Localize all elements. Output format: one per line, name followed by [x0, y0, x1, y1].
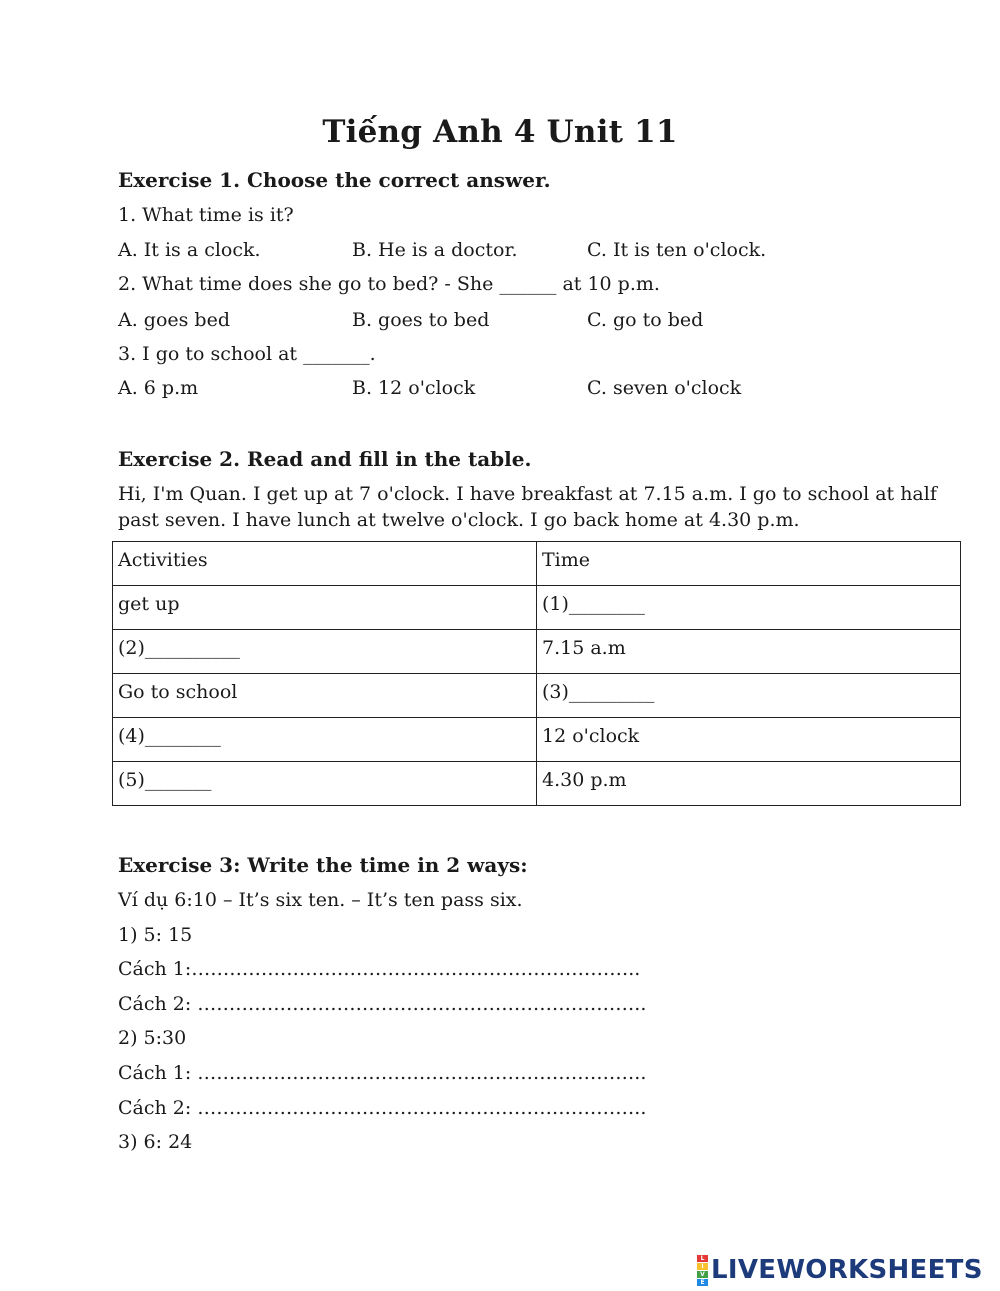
exercise1-question-2: 2. What time does she go to bed? - She ______ at 10 p.m. [118, 273, 660, 295]
time-blank-3[interactable]: (3)_________ [537, 674, 961, 718]
exercise3-item-3: 3) 6: 24 [118, 1131, 193, 1153]
exercise3-item-2: 2) 5:30 [118, 1027, 187, 1049]
logo-text: LIVEWORKSHEETS [711, 1255, 983, 1285]
table-row [113, 674, 961, 718]
time-blank-1[interactable]: (1)________ [537, 586, 961, 630]
exercise3-heading: Exercise 3: Write the time in 2 ways: [118, 853, 528, 877]
activity-cell: Go to school [113, 674, 537, 718]
exercise1-question-3: 3. I go to school at _______. [118, 343, 376, 365]
answer-line-2-way-1[interactable]: Cách 1: …………………………………………………………….. [118, 1062, 647, 1084]
table-row [113, 630, 961, 674]
liveworksheets-logo [697, 1254, 983, 1286]
exercise3-example: Ví dụ 6:10 – It’s six ten. – It’s ten pass six. [118, 889, 523, 911]
exercise2-reading-text [118, 481, 938, 533]
reading-line-2: past seven. I have lunch at twelve o'clock. I go back home at 4.30 p.m. [118, 509, 800, 531]
answer-line-1-way-1[interactable]: Cách 1:…………………………………………………………….. [118, 958, 641, 980]
header-activities: Activities [113, 542, 537, 586]
activity-blank-4[interactable]: (4)________ [113, 718, 537, 762]
question-3-option-b[interactable]: B. 12 o'clock [352, 377, 476, 399]
question-1-option-b[interactable]: B. He is a doctor. [352, 239, 518, 261]
reading-line-1: Hi, I'm Quan. I get up at 7 o'clock. I have breakfast at 7.15 a.m. I go to school at half [118, 483, 937, 505]
question-2-option-b[interactable]: B. goes to bed [352, 309, 490, 331]
logo-mark-icon [697, 1255, 708, 1286]
exercise1-heading: Exercise 1. Choose the correct answer. [118, 168, 551, 192]
time-cell: 4.30 p.m [537, 762, 961, 806]
activities-table [112, 541, 961, 806]
answer-line-2-way-2[interactable]: Cách 2: …………………………………………………………….. [118, 1097, 647, 1119]
time-cell: 7.15 a.m [537, 630, 961, 674]
question-1-option-a[interactable]: A. It is a clock. [118, 239, 261, 261]
logo-letter-e: E [697, 1279, 708, 1286]
table-row [113, 586, 961, 630]
logo-letter-i: I [697, 1263, 708, 1270]
logo-letter-v: V [697, 1271, 708, 1278]
page-title: Tiếng Anh 4 Unit 11 [322, 114, 678, 150]
question-2-option-a[interactable]: A. goes bed [118, 309, 231, 331]
answer-line-1-way-2[interactable]: Cách 2: …………………………………………………………….. [118, 993, 647, 1015]
question-2-option-c[interactable]: C. go to bed [587, 309, 704, 331]
activity-blank-2[interactable]: (2)__________ [113, 630, 537, 674]
exercise1-question-1: 1. What time is it? [118, 204, 294, 226]
activity-cell: get up [113, 586, 537, 630]
table-row [113, 718, 961, 762]
exercise2-heading: Exercise 2. Read and fill in the table. [118, 447, 532, 471]
question-3-option-c[interactable]: C. seven o'clock [587, 377, 742, 399]
activity-blank-5[interactable]: (5)_______ [113, 762, 537, 806]
question-3-option-a[interactable]: A. 6 p.m [118, 377, 199, 399]
exercise3-item-1: 1) 5: 15 [118, 924, 193, 946]
table-header-row [113, 542, 961, 586]
header-time: Time [537, 542, 961, 586]
question-1-option-c[interactable]: C. It is ten o'clock. [587, 239, 767, 261]
table-row [113, 762, 961, 806]
time-cell: 12 o'clock [537, 718, 961, 762]
logo-letter-l: L [697, 1255, 708, 1262]
